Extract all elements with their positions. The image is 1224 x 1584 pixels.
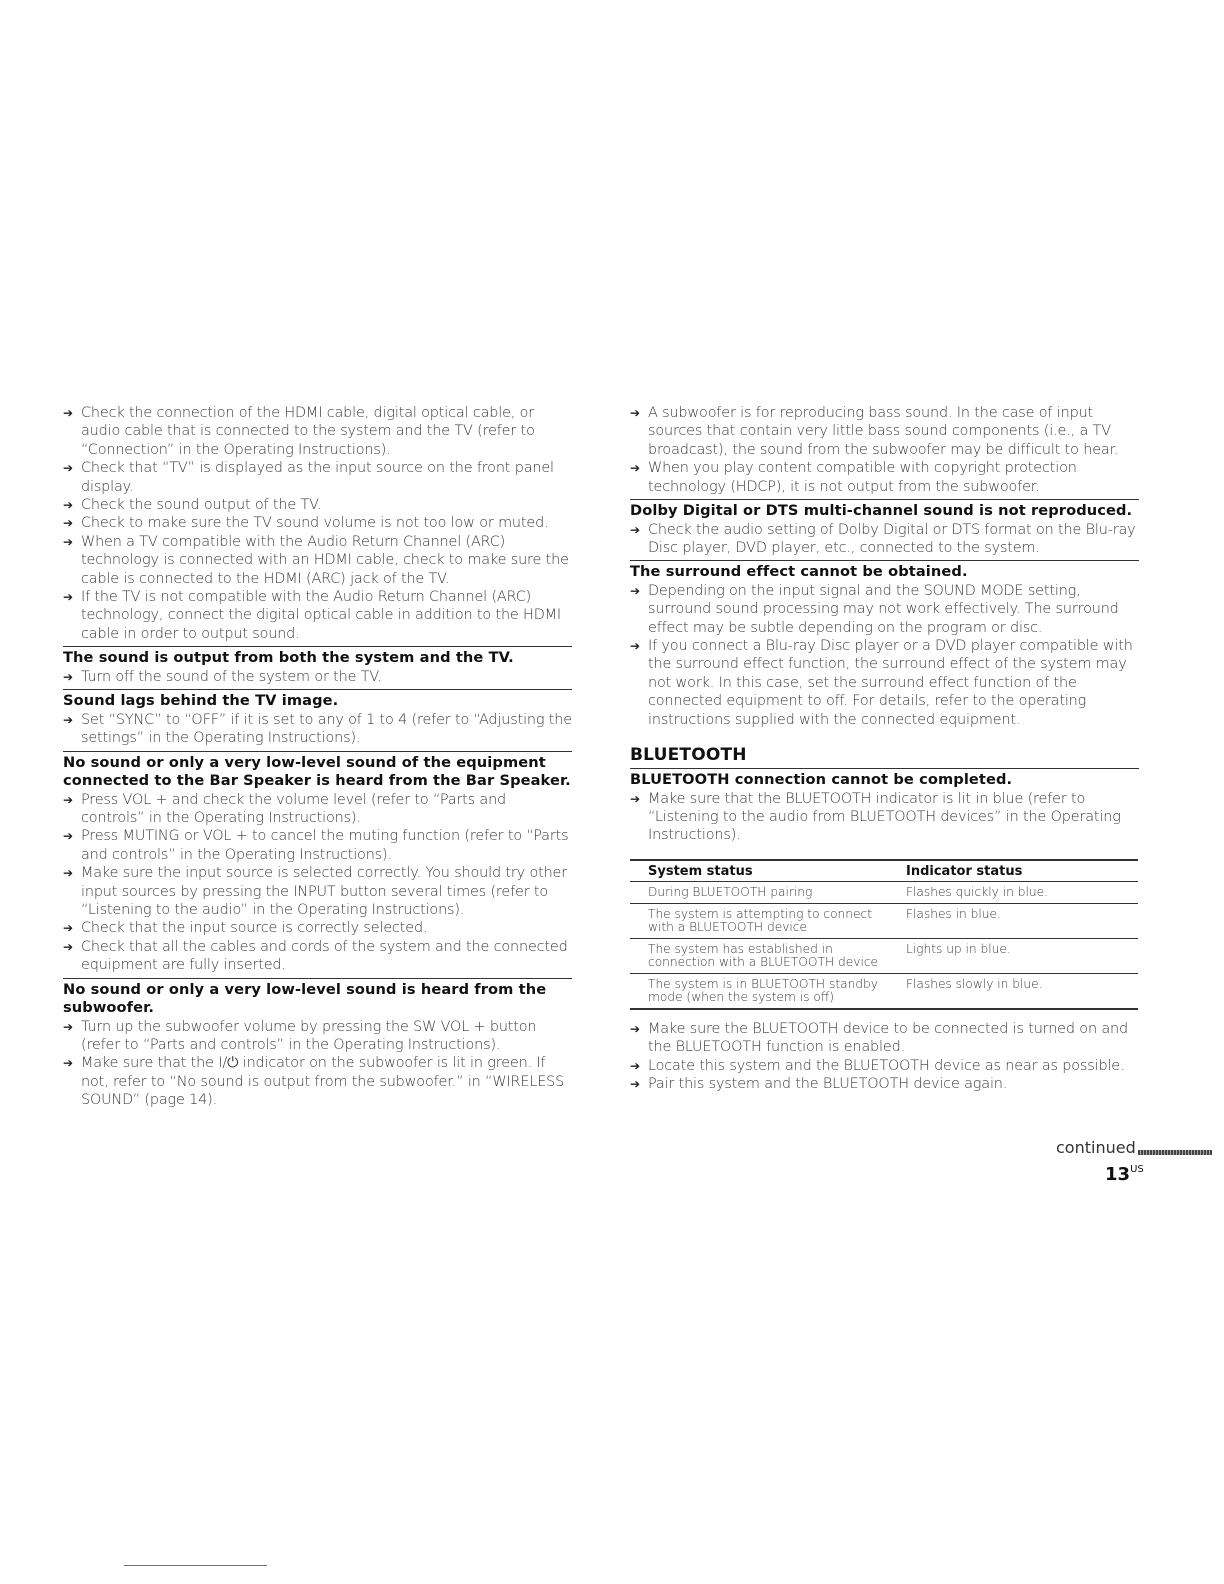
section-heading: Dolby Digital or DTS multi-channel sound is not reproduced. [630,499,1139,521]
bullet-item [63,496,572,514]
arrow-icon: ➔ [630,522,640,537]
arrow-icon: ➔ [63,534,73,549]
bullet-list [630,790,1139,845]
arrow-icon: ➔ [63,516,73,531]
bullet-item [63,864,572,919]
bullet-item [63,459,572,496]
table-cell: During BLUETOOTH pairing [630,881,888,903]
section-heading: BLUETOOTH connection cannot be completed. [630,768,1139,790]
table-cell: Flashes quickly in blue. [888,881,1138,903]
table-cell: The system has established in connection with a BLUETOOTH device [630,938,888,973]
bullet-text: Set “SYNC” to “OFF” if it is set to any of 1 to 4 (refer to “Adjusting the settings” in the Operating Instructions). [81,711,572,747]
arrow-icon: ➔ [630,1058,640,1073]
bullet-text: If the TV is not compatible with the Audio Return Channel (ARC) technology, connect the digital optical cable in addition to the HDMI cable in order to output sound. [81,589,562,642]
bullet-item [630,790,1139,845]
table-header-system-status: System status [630,860,888,882]
bullet-item [63,1018,572,1055]
arrow-icon: ➔ [630,791,640,806]
arrow-icon: ➔ [63,866,73,881]
page-number [1105,1164,1144,1185]
bullet-list [630,521,1139,558]
arrow-icon: ➔ [63,498,73,513]
bullet-item [63,711,572,748]
bullet-item [63,514,572,532]
table-row [630,881,1138,903]
footer-link-line [124,1565,267,1566]
bullet-item [630,404,1139,459]
bullet-item [63,588,572,643]
bullet-text: Turn up the subwoofer volume by pressing the SW VOL + button (refer to “Parts and controls” in the Operating Instructions). [81,1018,537,1053]
arrow-icon: ➔ [63,1019,73,1034]
bullet-item [63,404,572,459]
bullet-list [63,711,572,748]
bullet-item [630,1020,1139,1057]
bullet-text: Check the audio setting of Dolby Digital or DTS format on the Blu-ray Disc player, DVD player, etc., connected to the system. [648,521,1136,556]
table-header-indicator-status: Indicator status [888,860,1138,882]
arrow-icon: ➔ [630,461,640,476]
arrow-icon: ➔ [63,406,73,420]
arrow-icon: ➔ [63,590,73,605]
arrow-icon: ➔ [63,939,73,954]
bullet-text: A subwoofer is for reproducing bass sound. In the case of input sources that contain very little bass sound components (i.e., a TV broadcast), the sound from the subwoofer may be difficult to hear. [648,405,1119,458]
table-cell: Flashes slowly in blue. [888,973,1138,1009]
section-heading: No sound or only a very low-level sound is heard from the subwoofer. [63,978,572,1018]
bullet-text: When you play content compatible with copyright protection technology (HDCP), it is not output from the subwoofer. [648,460,1077,495]
bullet-list [63,1018,572,1110]
bullet-list-left-intro [63,404,572,643]
table-header-row [630,860,1138,882]
arrow-icon: ➔ [630,1021,640,1036]
bullet-text: Locate this system and the BLUETOOTH device as near as possible. [648,1057,1125,1074]
bullet-text: Make sure that the BLUETOOTH indicator is lit in blue (refer to “Listening to the audio from BLUETOOTH devices” in the Operating Instructions). [648,790,1121,844]
bullet-text: Check that all the cables and cords of the system and the connected equipment are fully inserted. [81,938,568,974]
bullet-text: Check the connection of the HDMI cable, digital optical cable, or audio cable that is connected to the system and the TV (refer to “Connection” in the Operating Instructions). [81,405,535,458]
bullet-text: Check to make sure the TV sound volume is not too low or muted. [81,515,549,532]
continued-label: continued [1056,1138,1136,1157]
bullet-text: Check the sound output of the TV. [81,497,322,514]
table-row [630,903,1138,938]
bullet-text: Make sure the BLUETOOTH device to be connected is turned on and the BLUETOOTH function is enabled. [648,1020,1128,1056]
section-heading: No sound or only a very low-level sound of the equipment connected to the Bar Speaker is heard from the Bar Speaker. [63,751,572,791]
continued-bar [1138,1150,1212,1155]
section-heading: The sound is output from both the system and the TV. [63,646,572,668]
arrow-icon: ➔ [63,1056,73,1071]
bullet-text: Press VOL + and check the volume level (refer to “Parts and controls” in the Operating Instructions). [81,791,507,826]
bullet-item [63,919,572,937]
bullet-item [63,827,572,864]
table-cell: The system is attempting to connect with a BLUETOOTH device [630,903,888,938]
bullet-item [63,668,572,686]
page-number-value: 13 [1105,1164,1131,1185]
arrow-icon: ➔ [630,406,640,420]
bullet-text: Press MUTING or VOL + to cancel the muting function (refer to “Parts and controls” in the Operating Instructions). [81,828,569,863]
bullet-text: Depending on the input signal and the SOUND MODE setting, surround sound processing may not work effectively. The surround effect may be subtle depending on the program or disc. [648,582,1119,636]
bullet-item [63,791,572,828]
section-heading: The surround effect cannot be obtained. [630,560,1139,582]
arrow-icon: ➔ [63,829,73,844]
bullet-item [63,1054,572,1109]
bullet-item [63,938,572,975]
bluetooth-section-title: BLUETOOTH [630,745,747,766]
bullet-item [630,582,1139,637]
bullet-list [630,582,1139,729]
bullet-text: Pair this system and the BLUETOOTH device again. [648,1076,1008,1093]
arrow-icon: ➔ [63,669,73,684]
bullet-text: Make sure the input source is selected correctly. You should try other input sources by pressing the INPUT button several times (refer to “Listening to the audio” in the Operating Instructions). [81,865,568,918]
arrow-icon: ➔ [63,461,73,476]
bullet-item [630,1057,1139,1075]
arrow-icon: ➔ [63,712,73,727]
table-row [630,938,1138,973]
arrow-icon: ➔ [630,1077,640,1092]
arrow-icon: ➔ [630,639,640,654]
bullet-item [630,459,1139,496]
arrow-icon: ➔ [63,792,73,807]
bullet-list-right-intro [630,404,1139,496]
arrow-icon: ➔ [630,583,640,598]
table-cell: Lights up in blue. [888,938,1138,973]
bullet-item [63,533,572,588]
table-row [630,973,1138,1009]
table-cell: Flashes in blue. [888,903,1138,938]
bullet-list [63,668,572,686]
table-cell: The system is in BLUETOOTH standby mode (when the system is off) [630,973,888,1009]
bullet-item [630,1075,1139,1093]
bullet-text: If you connect a Blu-ray Disc player or a DVD player compatible with the surround effect function, the surround effect of the system may not work. In this case, set the surround effect function of the connected equipment to off. For details, refer to the operating instructions supplied with the connected equipment. [648,638,1133,728]
bullet-text: Check that “TV” is displayed as the input source on the front panel display. [81,460,554,495]
page-number-suffix: US [1130,1164,1144,1175]
bullet-text: Make sure that the I/⏻ indicator on the subwoofer is lit in green. If not, refer to “No sound is output from the subwoofer.” in “WIRELESS SOUND” (page 14). [81,1055,565,1109]
arrow-icon: ➔ [63,921,73,936]
bullet-text: Turn off the sound of the system or the TV. [81,668,382,685]
bullet-text: When a TV compatible with the Audio Return Channel (ARC) technology is connected with an HDMI cable, check to make sure the cable is connected to the HDMI (ARC) jack of the TV. [81,533,569,587]
bullet-item [630,637,1139,729]
section-heading: Sound lags behind the TV image. [63,689,572,711]
right-column [630,404,1139,1093]
left-column [63,404,572,1110]
bullet-list [630,1020,1139,1094]
bluetooth-status-table [630,859,1138,1010]
bullet-text: Check that the input source is correctly selected. [81,920,428,937]
bullet-list [63,791,572,975]
bullet-item [630,521,1139,558]
